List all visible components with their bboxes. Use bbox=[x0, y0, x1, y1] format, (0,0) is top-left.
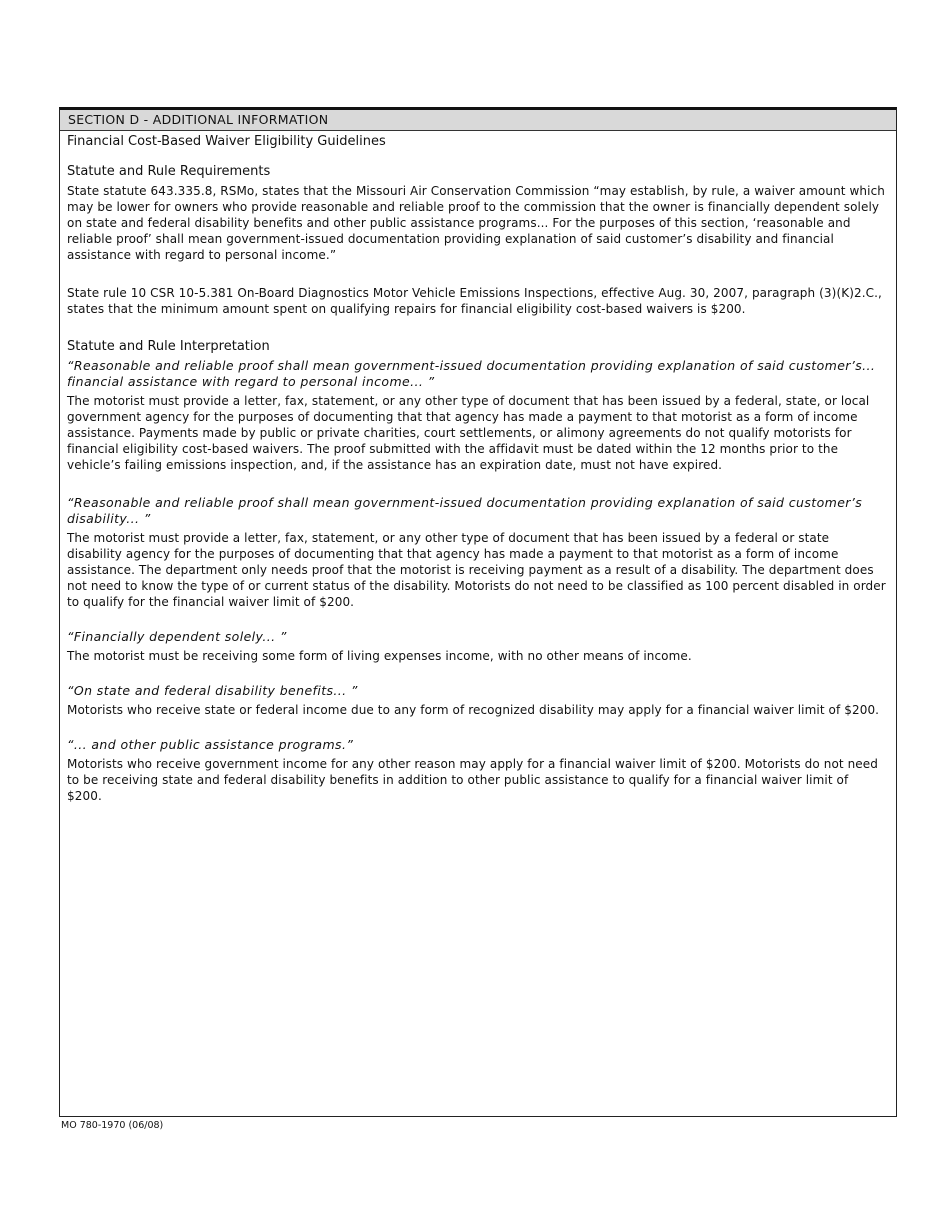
section-header: SECTION D - ADDITIONAL INFORMATION bbox=[60, 110, 896, 131]
interpretation-text-3: The motorist must be receiving some form of living expenses income, with no other means of income. bbox=[67, 649, 692, 663]
statute-paragraph: State statute 643.335.8, RSMo, states that the Missouri Air Conservation Commission “may establish, by rule, a waiver amount which may be lower for owners who provide reasonable and reliable proof to the commission that the owner is financially dependent solely on state and federal disability benefits and other public assistance programs... For the purposes of this section, ‘reasonable and reliable proof’ shall mean government-issued documentation providing explanation of said customer’s disability and financial assistance with regard to personal income.” bbox=[67, 184, 885, 262]
interpretation-heading: Statute and Rule Interpretation bbox=[67, 339, 270, 354]
interpretation-text-5: Motorists who receive government income for any other reason may apply for a financial waiver limit of $200. Motorists do not need to be receiving state and federal disability benefits in addition to other public assistance to qualify for a financial waiver limit of $200. bbox=[67, 757, 878, 803]
requirements-heading: Statute and Rule Requirements bbox=[67, 164, 271, 179]
interpretation-quote-1: “Reasonable and reliable proof shall mean government-issued documentation providing explanation of said customer’s... financial assistance with regard to personal income... ” bbox=[67, 358, 876, 389]
form-number: MO 780-1970 (06/08) bbox=[61, 1120, 164, 1131]
form-title: Financial Cost-Based Waiver Eligibility Guidelines bbox=[67, 134, 386, 149]
interpretation-quote-2: “Reasonable and reliable proof shall mean government-issued documentation providing explanation of said customer’s disability... ” bbox=[67, 495, 863, 526]
section-d-box bbox=[59, 107, 897, 1117]
section-content bbox=[60, 131, 896, 804]
rule-paragraph: State rule 10 CSR 10-5.381 On-Board Diagnostics Motor Vehicle Emissions Inspections, effective Aug. 30, 2007, paragraph (3)(K)2.C., states that the minimum amount spent on qualifying repairs for financial eligibility cost-based waivers is $200. bbox=[67, 286, 882, 316]
interpretation-text-1: The motorist must provide a letter, fax, statement, or any other type of document that has been issued by a federal, state, or local government agency for the purposes of documenting that that agency has made a payment to that motorist as a form of income assistance. Payments made by public or private charities, court settlements, or alimony agreements do not qualify motorists for financial eligibility cost-based waivers. The proof submitted with the affidavit must be dated within the 12 months prior to the vehicle’s failing emissions inspection, and, if the assistance has an expiration date, must not have expired. bbox=[67, 394, 870, 472]
interpretation-quote-3: “Financially dependent solely... ” bbox=[67, 629, 287, 644]
interpretation-text-4: Motorists who receive state or federal income due to any form of recognized disability may apply for a financial waiver limit of $200. bbox=[67, 703, 880, 717]
interpretation-text-2: The motorist must provide a letter, fax, statement, or any other type of document that has been issued by a federal or state disability agency for the purposes of documenting that that agency has made a payment to that motorist as a form of income assistance. The department only needs proof that the motorist is receiving payment as a result of a disability. The department does not need to know the type of or current status of the disability. Motorists do not need to be classified as 100 percent disabled in order to qualify for the financial waiver limit of $200. bbox=[67, 531, 886, 609]
interpretation-quote-4: “On state and federal disability benefits... ” bbox=[67, 683, 358, 698]
interpretation-quote-5: “... and other public assistance programs.” bbox=[67, 737, 354, 752]
